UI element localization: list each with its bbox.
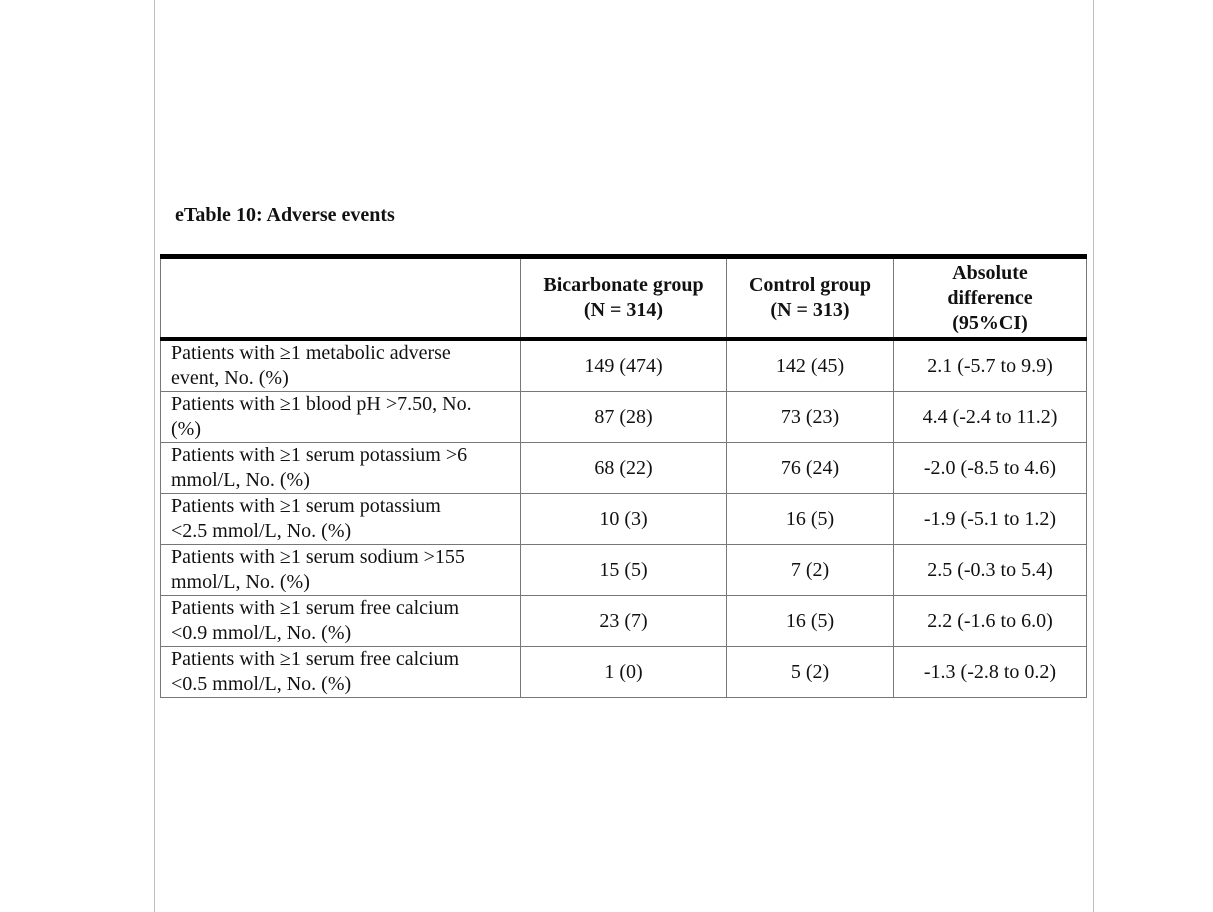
- row-label-line: Patients with ≥1 serum potassium: [171, 495, 441, 517]
- cell-difference: 2.5 (-0.3 to 5.4): [894, 545, 1087, 596]
- header-line: (N = 313): [770, 299, 850, 321]
- cell-bicarbonate: 68 (22): [521, 443, 727, 494]
- row-label-line: mmol/L, No. (%): [171, 469, 310, 491]
- row-label-line: Patients with ≥1 blood pH >7.50, No.: [171, 393, 472, 415]
- row-label-line: event, No. (%): [171, 367, 289, 389]
- table-title: eTable 10: Adverse events: [175, 204, 395, 226]
- table-row: [161, 443, 1087, 494]
- cell-difference: -1.9 (-5.1 to 1.2): [894, 494, 1087, 545]
- cell-difference: -2.0 (-8.5 to 4.6): [894, 443, 1087, 494]
- cell-difference: 4.4 (-2.4 to 11.2): [894, 392, 1087, 443]
- header-empty: [161, 257, 521, 340]
- row-label-line: (%): [171, 418, 201, 440]
- cell-bicarbonate: 15 (5): [521, 545, 727, 596]
- row-label-line: <0.5 mmol/L, No. (%): [171, 673, 352, 695]
- table-row: [161, 596, 1087, 647]
- cell-bicarbonate: 149 (474): [521, 339, 727, 392]
- cell-control: 16 (5): [727, 494, 894, 545]
- cell-control: 16 (5): [727, 596, 894, 647]
- row-label: [161, 596, 521, 647]
- row-label: [161, 494, 521, 545]
- row-label-line: Patients with ≥1 serum potassium >6: [171, 444, 468, 466]
- row-label-line: Patients with ≥1 metabolic adverse: [171, 342, 451, 364]
- header-control: [727, 257, 894, 340]
- cell-difference: -1.3 (-2.8 to 0.2): [894, 647, 1087, 698]
- cell-difference: 2.2 (-1.6 to 6.0): [894, 596, 1087, 647]
- row-label: [161, 647, 521, 698]
- cell-bicarbonate: 10 (3): [521, 494, 727, 545]
- cell-difference: 2.1 (-5.7 to 9.9): [894, 339, 1087, 392]
- adverse-events-table: [160, 254, 1087, 698]
- header-line: difference: [947, 286, 1033, 309]
- header-line: (N = 314): [583, 299, 664, 321]
- row-label-line: Patients with ≥1 serum free calcium: [171, 597, 460, 619]
- table-row: [161, 339, 1087, 392]
- cell-bicarbonate: 23 (7): [521, 596, 727, 647]
- header-difference: [894, 257, 1087, 340]
- row-label-line: Patients with ≥1 serum free calcium: [171, 648, 460, 670]
- table-row: [161, 647, 1087, 698]
- cell-control: 73 (23): [727, 392, 894, 443]
- cell-control: 7 (2): [727, 545, 894, 596]
- row-label: [161, 339, 521, 392]
- cell-control: 5 (2): [727, 647, 894, 698]
- row-label: [161, 443, 521, 494]
- row-label: [161, 545, 521, 596]
- header-bicarbonate: [521, 257, 727, 340]
- cell-bicarbonate: 87 (28): [521, 392, 727, 443]
- header-line: Control group: [748, 274, 872, 296]
- table-row: [161, 392, 1087, 443]
- header-row: [161, 257, 1087, 340]
- row-label-line: <2.5 mmol/L, No. (%): [171, 520, 352, 542]
- row-label-line: Patients with ≥1 serum sodium >155: [171, 546, 465, 568]
- header-line: (95%CI): [952, 311, 1028, 334]
- table-row: [161, 494, 1087, 545]
- cell-control: 76 (24): [727, 443, 894, 494]
- row-label: [161, 392, 521, 443]
- table-row: [161, 545, 1087, 596]
- header-line: Absolute: [952, 261, 1028, 284]
- cell-bicarbonate: 1 (0): [521, 647, 727, 698]
- cell-control: 142 (45): [727, 339, 894, 392]
- header-line: Bicarbonate group: [543, 274, 704, 296]
- row-label-line: mmol/L, No. (%): [171, 571, 310, 593]
- row-label-line: <0.9 mmol/L, No. (%): [171, 622, 352, 644]
